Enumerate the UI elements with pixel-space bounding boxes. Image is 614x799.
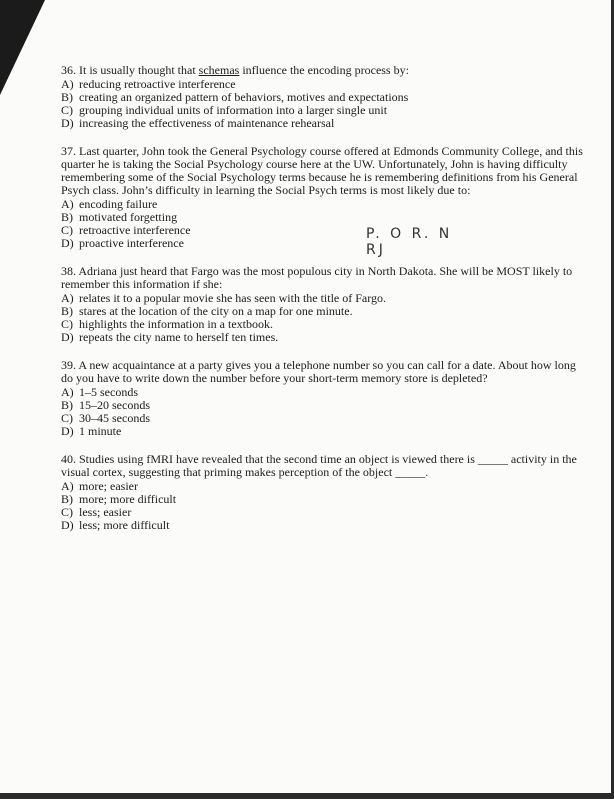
option-c: C) 30–45 seconds bbox=[61, 411, 150, 425]
option-d: D) less; more difficult bbox=[61, 518, 170, 532]
option-d: D) repeats the city name to herself ten times. bbox=[61, 330, 279, 344]
question-stem: 36. It is usually thought that schemas influence the encoding process by: bbox=[61, 63, 409, 77]
option-b: B) stares at the location of the city on a map for one minute. bbox=[61, 304, 353, 318]
option-c: C) highlights the information in a textbook. bbox=[61, 317, 273, 331]
question-39 bbox=[61, 359, 589, 438]
scan-edge-bottom bbox=[0, 793, 614, 799]
option-a: A) 1–5 seconds bbox=[61, 385, 138, 399]
option-d: D) proactive interference bbox=[61, 236, 184, 250]
option-c: C) less; easier bbox=[61, 505, 132, 519]
option-a: A) encoding failure bbox=[61, 197, 158, 211]
question-38 bbox=[61, 265, 589, 344]
option-a: A) relates it to a popular movie she has seen with the title of Fargo. bbox=[61, 291, 387, 305]
handwritten-line-2: RJ bbox=[366, 242, 386, 258]
option-c: C) grouping individual units of information into a larger single unit bbox=[61, 103, 388, 117]
option-c: C) retroactive interference bbox=[61, 223, 191, 237]
option-d: D) 1 minute bbox=[61, 424, 122, 438]
handwritten-line-1: P. O R. N bbox=[366, 226, 453, 242]
quiz-page bbox=[61, 64, 589, 547]
underlined-term: schemas bbox=[198, 63, 240, 77]
question-stem: 38. Adriana just heard that Fargo was the most populous city in North Dakota. She will be MOST likely to remember this information if she: bbox=[61, 264, 573, 291]
option-b: B) 15–20 seconds bbox=[61, 398, 150, 412]
question-36 bbox=[61, 64, 589, 130]
question-37 bbox=[61, 145, 589, 250]
option-a: A) reducing retroactive interference bbox=[61, 77, 236, 91]
option-b: B) more; more difficult bbox=[61, 492, 177, 506]
option-b: B) motivated forgetting bbox=[61, 210, 178, 224]
question-stem: 39. A new acquaintance at a party gives you a telephone number so you can call for a date. About how long do you have to write down the number before your short-term memory store is depleted? bbox=[61, 358, 576, 385]
option-a: A) more; easier bbox=[61, 479, 138, 493]
scan-shadow-corner bbox=[0, 0, 45, 95]
option-d: D) increasing the effectiveness of maintenance rehearsal bbox=[61, 116, 335, 130]
question-40 bbox=[61, 453, 589, 532]
handwritten-note bbox=[366, 226, 452, 258]
question-stem: 37. Last quarter, John took the General Psychology course offered at Edmonds Community College, and this quarter he is taking the Social Psychology course here at the UW. Unfortunately, John is having difficulty remembering some of the Social Psychology terms because he is remembering definitions from his General Psych class. John’s difficulty in learning the Social Psych terms is most likely due to: bbox=[61, 144, 583, 197]
option-b: B) creating an organized pattern of behaviors, motives and expectations bbox=[61, 90, 409, 104]
question-stem: 40. Studies using fMRI have revealed that the second time an object is viewed there is _____ activity in the visual cortex, suggesting that priming makes perception of the object _____. bbox=[61, 452, 577, 479]
